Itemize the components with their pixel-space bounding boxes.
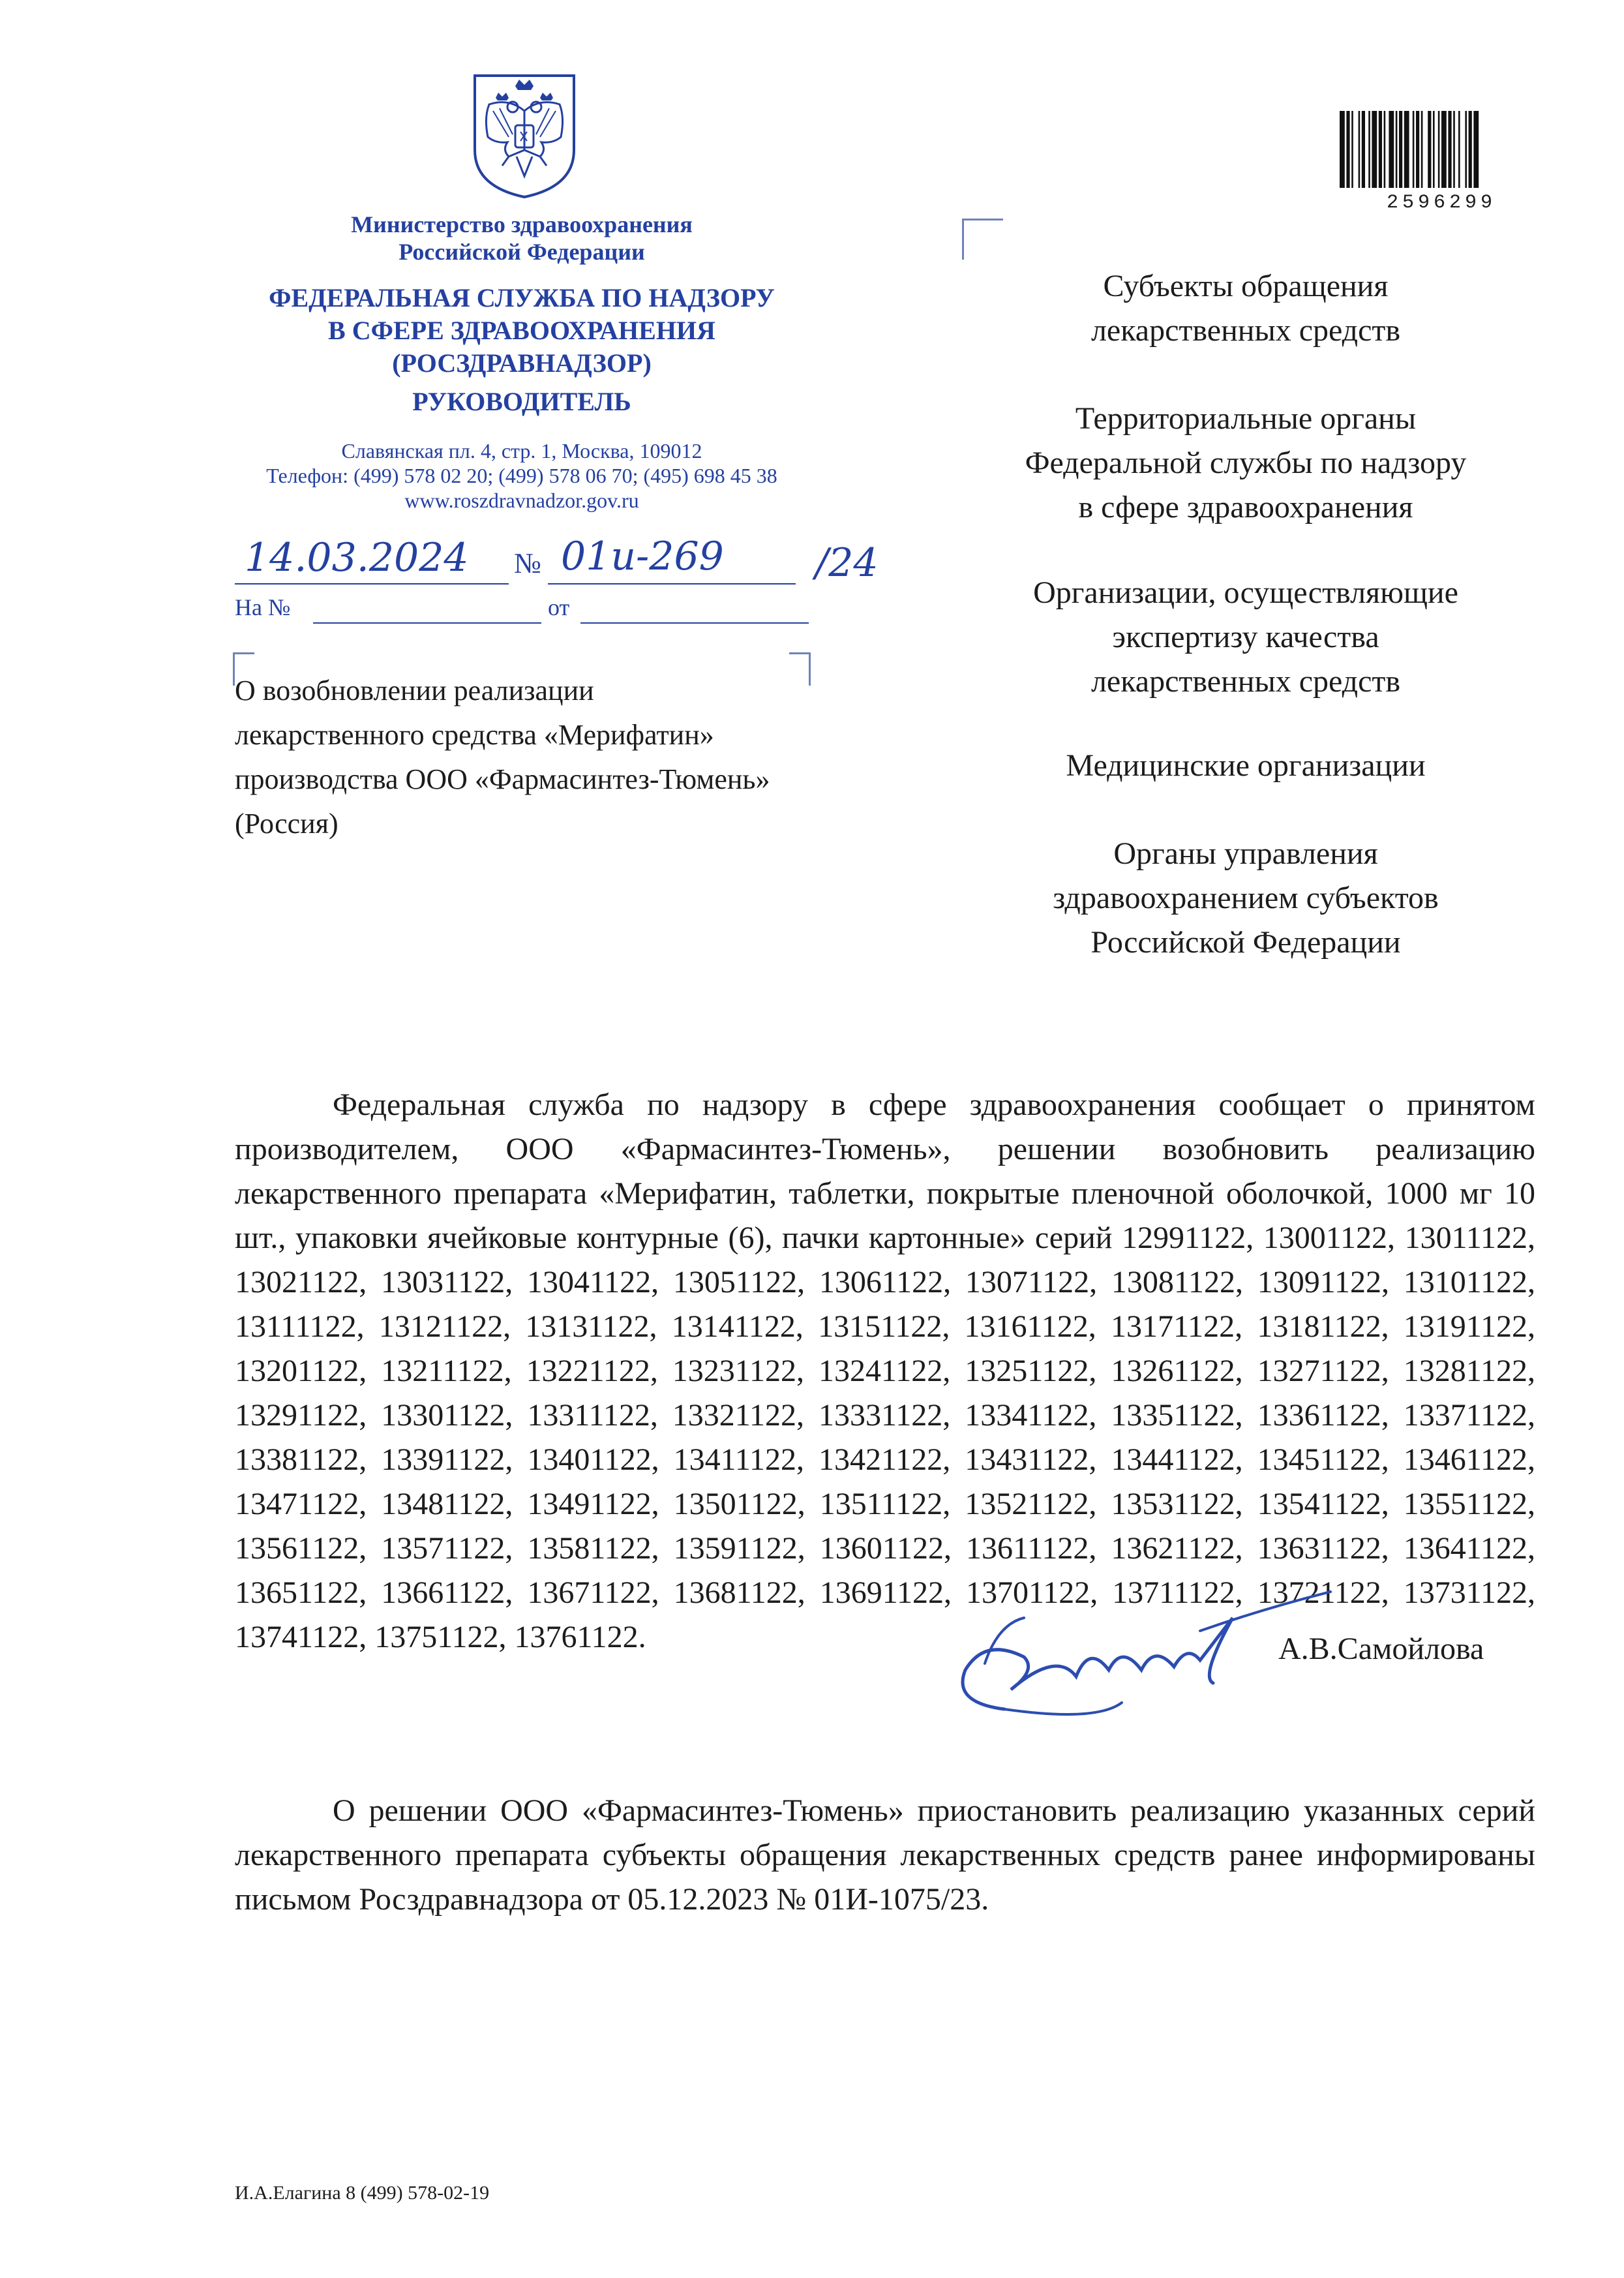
number-underline <box>548 583 796 585</box>
ref-from-label: от <box>548 594 570 620</box>
registration-year: /24 <box>815 540 879 586</box>
barcode-number: 2596299 <box>1386 192 1497 214</box>
ref-date-underline <box>580 622 809 624</box>
address-corner-left <box>962 219 1003 260</box>
registration-number: 01и-269 <box>561 534 724 579</box>
signer-name: А.В.Самойлова <box>1278 1632 1484 1666</box>
recipient-block: Организации, осуществляющие экспертизу качества лекарственных средств <box>1033 575 1458 699</box>
body-paragraph-1: Федеральная служба по надзору в сфере здравоохранения сообщает о принятом производителем, ООО «Фармасинтез-Тюмень», решении возобновить реализацию лекарственного препарата «Мерифатин, таблетки, покрытые пленочной оболочкой, 1000 мг 10 шт., упаковки ячейковые контурные (6), пачки картонные» серий 12991122, 13001122, 13011122, 13021122, 13031122, 13041122, 13051122, 13061122, 13071122, 13081122, 13091122, 13101122, 13111122, 13121122, 13131122, 13141122, 13151122, 13161122, 13171122, 13181122, 13191122, 13201122, 13211122, 13221122, 13231122, 13241122, 13251122, 13261122, 13271122, 13281122, 13291122, 13301122, 13311122, 13321122, 13331122, 13341122, 13351122, 13361122, 13371122, 13381122, 13391122, 13401122, 13411122, 13421122, 13431122, 13441122, 13451122, 13461122, 13471122, 13481122, 13491122, 13501122, 13511122, 13521122, 13531122, 13541122, 13551122, 13561122, 13571122, 13581122, 13591122, 13601122, 13611122, 13621122, 13631122, 13641122, 13651122, 13661122, 13671122, 13681122, 13691122, 13701122, 13711122, 13721122, 13731122, 13741122, 13751122, 13761122. <box>235 1087 1535 1654</box>
head-title: РУКОВОДИТЕЛЬ <box>412 387 631 416</box>
ref-number-label: На № <box>235 594 291 620</box>
recipient-block: Медицинские организации <box>1066 748 1426 783</box>
contact-address: Славянская пл. 4, стр. 1, Москва, 109012 Телефон: (499) 578 02 20; (499) 578 06 70; (495) 698 45 38 www.roszdravnadzor.gov.ru <box>266 439 777 512</box>
number-sign: № <box>514 547 541 579</box>
service-name: ФЕДЕРАЛЬНАЯ СЛУЖБА ПО НАДЗОРУ В СФЕРЕ ЗДРАВООХРАНЕНИЯ (РОСЗДРАВНАДЗОР) <box>269 283 775 378</box>
state-emblem-icon <box>470 72 579 200</box>
ministry-name: Министерство здравоохранения Российской Федерации <box>351 211 693 265</box>
recipient-block: Территориальные органы Федеральной службы по надзору в сфере здравоохранения <box>1025 401 1467 524</box>
body-paragraph-2: О решении ООО «Фармасинтез-Тюмень» приостановить реализацию указанных серий лекарственного препарата субъекты обращения лекарственных средств ранее информированы письмом Росздравнадзора от 05.12.2023 № 01И-1075/23. <box>235 1793 1535 1917</box>
reference-line <box>235 594 822 633</box>
executor-contact: И.А.Елагина 8 (499) 578-02-19 <box>235 2182 490 2204</box>
registration-line <box>235 534 887 592</box>
ref-number-underline <box>313 622 541 624</box>
letter-subject: О возобновлении реализации лекарственного средства «Мерифатин» производства ООО «Фармасинтез-Тюмень» (Россия) <box>235 675 770 840</box>
registration-date: 14.03.2024 <box>245 535 469 581</box>
barcode-icon <box>1337 111 1546 189</box>
recipient-block: Органы управления здравоохранением субъектов Российской Федерации <box>1053 836 1439 960</box>
recipient-block: Субъекты обращения лекарственных средств <box>1090 269 1401 348</box>
date-underline <box>235 583 509 585</box>
